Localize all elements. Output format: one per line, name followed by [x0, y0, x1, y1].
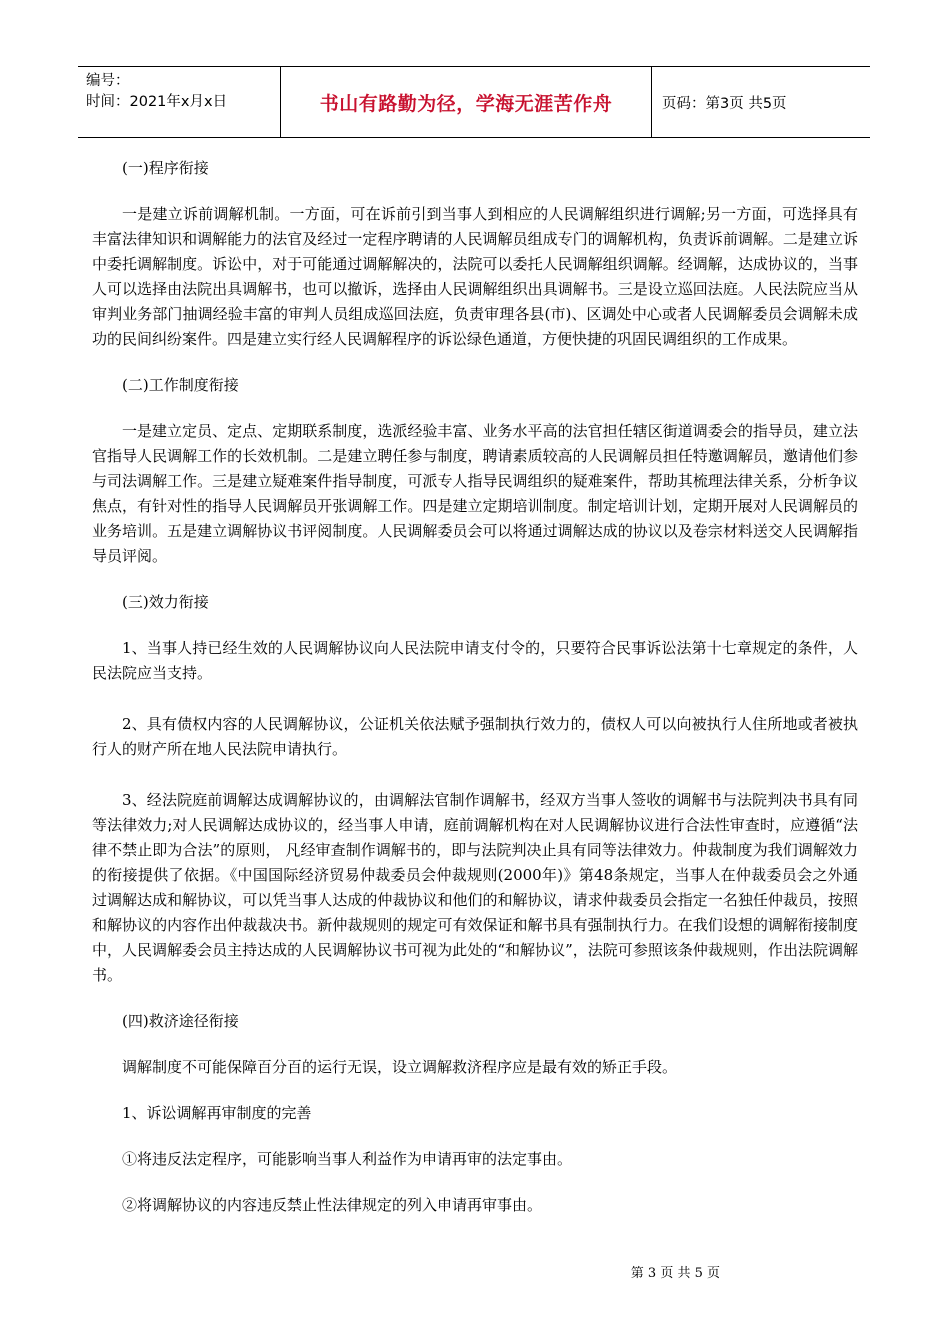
paragraph-retrial-item-1: ①将违反法定程序，可能影响当事人利益作为申请再审的法定事由。 — [122, 1150, 573, 1168]
document-body — [92, 156, 858, 1218]
paragraph-effect-3: 3、经法院庭前调解达成调解协议的，由调解法官制作调解书，经双方当事人签收的调解书与法院判决书具有同等法律效力;对人民调解达成协议的，经当事人申请，庭前调解机构在对人民调解协议进行合法性审查时，应遵循“法律不禁止即为合法”的原则， 凡经审查制作调解书的，即与法院判决止具有同等法律效力。仲裁制度为我们调解效力的衔接提供了依据。《中国国际经济贸易仲裁委员会仲裁规则(2000年)》第48条规定，当事人在仲裁委员会之外通过调解达成和解协议，可以凭当事人达成的仲裁协议和他们的和解协议，请求仲裁委员会指定一名独任仲裁员，按照和解协议的内容作出仲裁裁决书。新仲裁规则的规定可有效保证和解书具有强制执行力。在我们设想的调解衔接制度中，人民调解委会员主持达成的人民调解协议书可视为此处的“和解协议”，法院可参照该条仲裁规则，作出法院调解书。 — [92, 791, 858, 984]
document-number-label: 编号： — [86, 73, 130, 89]
header-page-number: 页码：第3页 共5页 — [662, 95, 787, 112]
paragraph-work-system: 一是建立定员、定点、定期联系制度，选派经验丰富、业务水平高的法官担任辖区街道调委会的指导员，建立法官指导人民调解工作的长效机制。二是建立聘任参与制度，聘请素质较高的人民调解员担任特邀调解员，邀请他们参与司法调解工作。三是建立疑难案件指导制度，可派专人指导民调组织的疑难案件，帮助其梳理法律关系，分析争议焦点，有针对性的指导人民调解员开张调解工作。四是建立定期培训制度。制定培训计划，定期开展对人民调解员的业务培训。五是建立调解协议书评阅制度。人民调解委员会可以将通过调解达成的协议以及卷宗材料送交人民调解指导员评阅。 — [92, 422, 858, 565]
section-heading-procedure: (一)程序衔接 — [122, 159, 209, 177]
paragraph-remedy-intro: 调解制度不可能保障百分百的运行无误，设立调解救济程序应是最有效的矫正手段。 — [122, 1058, 678, 1076]
section-heading-remedy: (四)救济途径衔接 — [122, 1012, 239, 1030]
section-heading-effect: (三)效力衔接 — [122, 593, 209, 611]
page-footer: 第 3 页 共 5 页 — [630, 1266, 720, 1281]
paragraph-retrial-item-2: ②将调解协议的内容违反禁止性法律规定的列入申请再审事由。 — [122, 1196, 543, 1214]
header-motto: 书山有路勤为径，学海无涯苦作舟 — [281, 67, 652, 137]
paragraph-procedure: 一是建立诉前调解机制。一方面，可在诉前引到当事人到相应的人民调解组织进行调解;另一方面，可选择具有丰富法律知识和调解能力的法官及经过一定程序聘请的人民调解员组成专门的调解机构，负责诉前调解。二是建立诉中委托调解制度。诉讼中，对于可能通过调解解决的，法院可以委托人民调解组织调解。经调解，达成协议的，当事人可以选择由法院出具调解书，也可以撤诉，选择由人民调解组织出具调解书。三是设立巡回法庭。人民法院应当从审判业务部门抽调经验丰富的审判人员组成巡回法庭，负责审理各县(市)、区调处中心或者人民调解委员会调解未成功的民间纠纷案件。四是建立实行经人民调解程序的诉讼绿色通道，方便快捷的巩固民调组织的工作成果。 — [92, 205, 858, 348]
paragraph-effect-2: 2、具有债权内容的人民调解协议，公证机关依法赋予强制执行效力的，债权人可以向被执行人住所地或者被执行人的财产所在地人民法院申请执行。 — [92, 715, 858, 758]
document-date-label: 时间：2021年x月x日 — [86, 94, 228, 110]
header-meta — [78, 67, 281, 137]
section-heading-work-system: (二)工作制度衔接 — [122, 376, 239, 394]
paragraph-effect-1: 1、当事人持已经生效的人民调解协议向人民法院申请支付令的，只要符合民事诉讼法第十七章规定的条件，人民法院应当支持。 — [92, 639, 858, 682]
page-header — [78, 66, 870, 138]
paragraph-retrial-heading: 1、诉讼调解再审制度的完善 — [122, 1104, 312, 1122]
